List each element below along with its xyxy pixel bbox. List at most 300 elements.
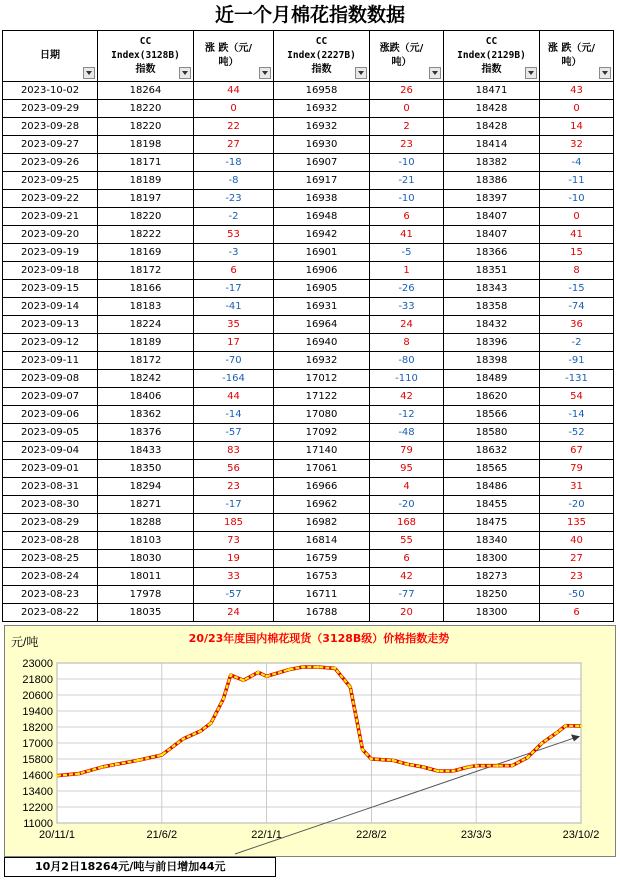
price-trend-chart-svg (5, 626, 615, 856)
cell-change-3128b[interactable]: 53 (194, 226, 274, 244)
data-point (361, 748, 364, 751)
cell-change-2227b[interactable]: -10 (370, 154, 444, 172)
y-tick-label: 17000 (22, 738, 53, 750)
cell-index-3128b[interactable]: 18220 (98, 208, 194, 226)
page-title: 近一个月棉花指数数据 (214, 4, 405, 26)
data-point (526, 756, 529, 759)
cell-change-2129b[interactable]: -20 (540, 496, 614, 514)
cell-change-2227b[interactable]: 6 (370, 550, 444, 568)
data-point (580, 725, 583, 728)
header-change-3128b: 涨 跌（元/吨） (194, 31, 274, 82)
cell-date[interactable]: 2023-08-29 (3, 514, 98, 532)
x-tick-label: 23/3/3 (460, 829, 492, 841)
cell-index-2227b[interactable]: 16814 (274, 532, 370, 550)
cell-date[interactable]: 2023-09-14 (3, 298, 98, 316)
filter-dropdown-icon[interactable] (525, 67, 537, 79)
cell-index-2129b[interactable]: 18428 (444, 100, 540, 118)
cell-index-3128b[interactable]: 18288 (98, 514, 194, 532)
cell-change-2129b[interactable]: 32 (540, 136, 614, 154)
data-point (265, 675, 268, 678)
cell-change-2129b[interactable]: 67 (540, 442, 614, 460)
cell-change-3128b[interactable]: 27 (194, 136, 274, 154)
cell-index-2129b[interactable]: 18300 (444, 604, 540, 622)
data-point (334, 667, 337, 670)
cell-index-3128b[interactable]: 18224 (98, 316, 194, 334)
cell-change-3128b[interactable]: 35 (194, 316, 274, 334)
cell-index-3128b[interactable]: 18271 (98, 496, 194, 514)
cell-change-2227b[interactable]: 41 (370, 226, 444, 244)
table-row (3, 262, 614, 280)
cell-change-2227b[interactable]: -80 (370, 352, 444, 370)
filter-dropdown-icon[interactable] (429, 67, 441, 79)
cell-index-2227b[interactable]: 16932 (274, 118, 370, 136)
cell-change-2129b[interactable]: -4 (540, 154, 614, 172)
table-row (3, 244, 614, 262)
cell-date[interactable]: 2023-09-13 (3, 316, 98, 334)
cell-index-2129b[interactable]: 18414 (444, 136, 540, 154)
cell-index-3128b[interactable]: 18189 (98, 172, 194, 190)
cell-index-3128b[interactable]: 18220 (98, 118, 194, 136)
table-row (3, 370, 614, 388)
x-tick-label: 22/8/2 (356, 829, 387, 841)
cell-index-2227b[interactable]: 16948 (274, 208, 370, 226)
cell-date[interactable]: 2023-09-29 (3, 100, 98, 118)
cell-change-3128b[interactable]: -23 (194, 190, 274, 208)
cell-change-2227b[interactable]: -12 (370, 406, 444, 424)
header-index-2227b: CC Index(2227B) 指数 (274, 31, 370, 82)
cell-change-2227b[interactable]: 4 (370, 478, 444, 496)
table-row (3, 118, 614, 136)
cell-index-2227b[interactable]: 16966 (274, 478, 370, 496)
price-trend-chart (4, 625, 616, 857)
y-tick-label: 20600 (22, 690, 53, 702)
cell-index-2227b[interactable]: 16905 (274, 280, 370, 298)
cell-change-2227b[interactable]: 2 (370, 118, 444, 136)
cell-index-2227b[interactable]: 17061 (274, 460, 370, 478)
data-point (422, 766, 425, 769)
cell-index-2227b[interactable]: 16942 (274, 226, 370, 244)
cell-change-2227b[interactable]: -33 (370, 298, 444, 316)
x-tick-label: 20/11/1 (39, 829, 75, 841)
cell-change-3128b[interactable]: 73 (194, 532, 274, 550)
table-row (3, 352, 614, 370)
cell-date[interactable]: 2023-09-25 (3, 172, 98, 190)
cell-date[interactable]: 2023-08-22 (3, 604, 98, 622)
cell-change-2129b[interactable]: -2 (540, 334, 614, 352)
cell-index-2227b[interactable]: 16982 (274, 514, 370, 532)
cell-change-2227b[interactable]: 8 (370, 334, 444, 352)
table-row (3, 226, 614, 244)
cell-change-2129b[interactable]: -50 (540, 586, 614, 604)
x-tick-label: 23/10/2 (562, 829, 600, 841)
cell-change-2129b[interactable]: 15 (540, 244, 614, 262)
cell-index-2129b[interactable]: 18471 (444, 82, 540, 100)
table-row (3, 532, 614, 550)
cell-index-2227b[interactable]: 16788 (274, 604, 370, 622)
table-row (3, 136, 614, 154)
footer-note: 10月2日18264元/吨与前日增加44元 (4, 857, 276, 877)
cell-date[interactable]: 2023-09-26 (3, 154, 98, 172)
cell-change-3128b[interactable]: -3 (194, 244, 274, 262)
filter-dropdown-icon[interactable] (259, 67, 271, 79)
cell-change-2227b[interactable]: 0 (370, 100, 444, 118)
y-tick-label: 15800 (22, 754, 53, 766)
cell-index-2227b[interactable]: 17080 (274, 406, 370, 424)
cell-change-3128b[interactable]: 6 (194, 262, 274, 280)
data-point (242, 679, 245, 682)
table-row (3, 388, 614, 406)
cell-date[interactable]: 2023-08-24 (3, 568, 98, 586)
cell-date[interactable]: 2023-09-05 (3, 424, 98, 442)
data-point (349, 686, 352, 689)
cell-change-3128b[interactable]: -70 (194, 352, 274, 370)
cell-change-2129b[interactable]: 0 (540, 100, 614, 118)
data-point (475, 764, 478, 767)
cell-index-2129b[interactable]: 18489 (444, 370, 540, 388)
cotton-index-table (2, 30, 614, 622)
cell-index-2227b[interactable]: 16753 (274, 568, 370, 586)
cell-change-2129b[interactable]: -91 (540, 352, 614, 370)
cell-change-2129b[interactable]: 36 (540, 316, 614, 334)
cell-date[interactable]: 2023-08-23 (3, 586, 98, 604)
cell-date[interactable]: 2023-08-31 (3, 478, 98, 496)
cell-index-3128b[interactable]: 18350 (98, 460, 194, 478)
cell-change-2227b[interactable]: 20 (370, 604, 444, 622)
cell-change-2227b[interactable]: -48 (370, 424, 444, 442)
cell-index-2227b[interactable]: 16901 (274, 244, 370, 262)
cell-index-3128b[interactable]: 18189 (98, 334, 194, 352)
data-point (511, 764, 514, 767)
cell-change-2227b[interactable]: -5 (370, 244, 444, 262)
cell-date[interactable]: 2023-09-11 (3, 352, 98, 370)
cell-change-2129b[interactable]: 31 (540, 478, 614, 496)
cell-change-2129b[interactable]: 27 (540, 550, 614, 568)
cell-change-3128b[interactable]: 44 (194, 82, 274, 100)
cell-index-2227b[interactable]: 16907 (274, 154, 370, 172)
cell-index-3128b[interactable]: 18030 (98, 550, 194, 568)
cell-change-2129b[interactable]: 0 (540, 208, 614, 226)
filter-dropdown-icon[interactable] (355, 67, 367, 79)
cell-change-2129b[interactable]: -74 (540, 298, 614, 316)
cell-change-2227b[interactable]: 42 (370, 388, 444, 406)
cell-change-2227b[interactable]: -20 (370, 496, 444, 514)
cell-date[interactable]: 2023-09-21 (3, 208, 98, 226)
data-point (496, 764, 499, 767)
cell-index-2129b[interactable]: 18396 (444, 334, 540, 352)
cell-change-3128b[interactable]: -2 (194, 208, 274, 226)
cell-index-3128b[interactable]: 18103 (98, 532, 194, 550)
cell-change-2129b[interactable]: 54 (540, 388, 614, 406)
filter-dropdown-icon[interactable] (179, 67, 191, 79)
cell-date[interactable]: 2023-09-04 (3, 442, 98, 460)
cell-index-2129b[interactable]: 18566 (444, 406, 540, 424)
data-point (301, 666, 304, 669)
cell-change-2227b[interactable]: -77 (370, 586, 444, 604)
cell-change-2129b[interactable]: 43 (540, 82, 614, 100)
cell-change-2129b[interactable]: 6 (540, 604, 614, 622)
table-row (3, 406, 614, 424)
cell-date[interactable]: 2023-09-08 (3, 370, 98, 388)
data-point (229, 674, 232, 677)
cell-index-2227b[interactable]: 16711 (274, 586, 370, 604)
cell-date[interactable]: 2023-09-15 (3, 280, 98, 298)
cell-change-2227b[interactable]: 95 (370, 460, 444, 478)
cell-index-2227b[interactable]: 16940 (274, 334, 370, 352)
cell-index-3128b[interactable]: 18433 (98, 442, 194, 460)
data-point (137, 759, 140, 762)
cell-index-2129b[interactable]: 18366 (444, 244, 540, 262)
data-point (564, 724, 567, 727)
cell-index-2129b[interactable]: 18340 (444, 532, 540, 550)
x-tick-label: 21/6/2 (146, 829, 178, 841)
cell-change-2129b[interactable]: -14 (540, 406, 614, 424)
cell-date[interactable]: 2023-09-12 (3, 334, 98, 352)
data-point (77, 772, 80, 775)
cell-date[interactable]: 2023-09-20 (3, 226, 98, 244)
cell-date[interactable]: 2023-08-25 (3, 550, 98, 568)
cell-change-3128b[interactable]: -41 (194, 298, 274, 316)
cell-index-2227b[interactable]: 16932 (274, 352, 370, 370)
table-row (3, 208, 614, 226)
cell-index-2129b[interactable]: 18632 (444, 442, 540, 460)
data-point (257, 671, 260, 674)
cell-index-3128b[interactable]: 18242 (98, 370, 194, 388)
cell-index-2227b[interactable]: 16932 (274, 100, 370, 118)
cell-index-3128b[interactable]: 18222 (98, 226, 194, 244)
header-index-2129b: CC Index(2129B) 指数 (444, 31, 540, 82)
table-row (3, 442, 614, 460)
cell-change-3128b[interactable]: 44 (194, 388, 274, 406)
cell-index-3128b[interactable]: 18172 (98, 262, 194, 280)
cell-change-3128b[interactable]: 19 (194, 550, 274, 568)
cell-change-2227b[interactable]: 1 (370, 262, 444, 280)
cell-change-2129b[interactable]: 135 (540, 514, 614, 532)
table-row (3, 568, 614, 586)
cell-change-3128b[interactable]: -8 (194, 172, 274, 190)
cell-date[interactable]: 2023-09-07 (3, 388, 98, 406)
cell-index-3128b[interactable]: 18376 (98, 424, 194, 442)
cell-change-3128b[interactable]: 17 (194, 334, 274, 352)
cell-change-2129b[interactable]: -10 (540, 190, 614, 208)
cell-change-2227b[interactable]: 168 (370, 514, 444, 532)
filter-dropdown-icon[interactable] (83, 67, 95, 79)
data-point (436, 770, 439, 773)
cell-index-2227b[interactable]: 17092 (274, 424, 370, 442)
cell-change-3128b[interactable]: 24 (194, 604, 274, 622)
cell-index-3128b[interactable]: 18171 (98, 154, 194, 172)
cell-index-2129b[interactable]: 18351 (444, 262, 540, 280)
cell-index-3128b[interactable]: 18166 (98, 280, 194, 298)
cell-change-3128b[interactable]: -57 (194, 424, 274, 442)
y-tick-label: 19400 (22, 706, 53, 718)
cell-index-3128b[interactable]: 18035 (98, 604, 194, 622)
y-axis-unit: 元/吨 (11, 635, 39, 649)
table-row (3, 604, 614, 622)
data-point (56, 774, 59, 777)
cell-change-3128b[interactable]: -17 (194, 280, 274, 298)
cell-date[interactable]: 2023-09-22 (3, 190, 98, 208)
cell-index-2227b[interactable]: 16938 (274, 190, 370, 208)
data-point (160, 754, 163, 757)
cell-change-3128b[interactable]: 83 (194, 442, 274, 460)
cell-change-3128b[interactable]: 33 (194, 568, 274, 586)
cell-index-3128b[interactable]: 18264 (98, 82, 194, 100)
x-tick-label: 22/1/1 (251, 829, 282, 841)
cell-index-3128b[interactable]: 18169 (98, 244, 194, 262)
data-point (182, 738, 185, 741)
table-row (3, 100, 614, 118)
cell-index-2129b[interactable]: 18382 (444, 154, 540, 172)
cell-change-2129b[interactable]: -52 (540, 424, 614, 442)
cell-index-2227b[interactable]: 17012 (274, 370, 370, 388)
table-row (3, 298, 614, 316)
cell-index-2227b[interactable]: 16962 (274, 496, 370, 514)
y-tick-label: 18200 (22, 722, 53, 734)
cell-index-2129b[interactable]: 18580 (444, 424, 540, 442)
cell-index-3128b[interactable]: 18406 (98, 388, 194, 406)
cell-index-3128b[interactable]: 18172 (98, 352, 194, 370)
cell-index-2129b[interactable]: 18273 (444, 568, 540, 586)
cell-date[interactable]: 2023-10-02 (3, 82, 98, 100)
cell-index-3128b[interactable]: 18362 (98, 406, 194, 424)
cell-index-2129b[interactable]: 18565 (444, 460, 540, 478)
cell-index-2227b[interactable]: 17140 (274, 442, 370, 460)
cell-index-2227b[interactable]: 16917 (274, 172, 370, 190)
cell-change-2227b[interactable]: -21 (370, 172, 444, 190)
cell-index-2129b[interactable]: 18386 (444, 172, 540, 190)
cell-change-3128b[interactable]: -17 (194, 496, 274, 514)
cell-index-2129b[interactable]: 18397 (444, 190, 540, 208)
cell-index-2129b[interactable]: 18407 (444, 208, 540, 226)
cell-change-2129b[interactable]: 14 (540, 118, 614, 136)
cell-change-3128b[interactable]: 185 (194, 514, 274, 532)
cell-index-3128b[interactable]: 18197 (98, 190, 194, 208)
cell-change-3128b[interactable]: -164 (194, 370, 274, 388)
cell-change-2227b[interactable]: 42 (370, 568, 444, 586)
cell-index-3128b[interactable]: 18294 (98, 478, 194, 496)
table-row (3, 460, 614, 478)
cell-index-2129b[interactable]: 18343 (444, 280, 540, 298)
cell-change-3128b[interactable]: 22 (194, 118, 274, 136)
cell-change-3128b[interactable]: 0 (194, 100, 274, 118)
cell-index-2129b[interactable]: 18486 (444, 478, 540, 496)
table-row (3, 190, 614, 208)
header-change-2227b: 涨跌（元/吨） (370, 31, 444, 82)
cell-change-2227b[interactable]: -26 (370, 280, 444, 298)
cell-change-2129b[interactable]: -11 (540, 172, 614, 190)
data-point (467, 766, 470, 769)
cell-change-2227b[interactable]: -110 (370, 370, 444, 388)
cell-index-3128b[interactable]: 18183 (98, 298, 194, 316)
cell-index-2129b[interactable]: 18398 (444, 352, 540, 370)
cell-change-3128b[interactable]: 56 (194, 460, 274, 478)
cell-index-2129b[interactable]: 18432 (444, 316, 540, 334)
cell-index-2129b[interactable]: 18358 (444, 298, 540, 316)
cell-index-2129b[interactable]: 18407 (444, 226, 540, 244)
data-point (199, 730, 202, 733)
cell-change-3128b[interactable]: -18 (194, 154, 274, 172)
y-tick-label: 11000 (23, 818, 53, 830)
cell-date[interactable]: 2023-09-18 (3, 262, 98, 280)
cell-change-2227b[interactable]: -10 (370, 190, 444, 208)
cell-index-3128b[interactable]: 18220 (98, 100, 194, 118)
footer (4, 857, 616, 877)
filter-dropdown-icon[interactable] (599, 67, 611, 79)
cell-change-3128b[interactable]: 23 (194, 478, 274, 496)
data-point (556, 731, 559, 734)
cell-index-2227b[interactable]: 16964 (274, 316, 370, 334)
data-point (406, 763, 409, 766)
cell-change-2129b[interactable]: 23 (540, 568, 614, 586)
header-index-3128b: CC Index(3128B) 指数 (98, 31, 194, 82)
cell-index-2129b[interactable]: 18428 (444, 118, 540, 136)
cell-index-2227b[interactable]: 16906 (274, 262, 370, 280)
cell-change-2129b[interactable]: 8 (540, 262, 614, 280)
cell-change-2129b[interactable]: 41 (540, 226, 614, 244)
cell-change-2227b[interactable]: 6 (370, 208, 444, 226)
table-row (3, 280, 614, 298)
cell-date[interactable]: 2023-08-28 (3, 532, 98, 550)
cell-date[interactable]: 2023-09-01 (3, 460, 98, 478)
table-row (3, 154, 614, 172)
cell-change-2227b[interactable]: 26 (370, 82, 444, 100)
cell-change-2227b[interactable]: 55 (370, 532, 444, 550)
table-row (3, 172, 614, 190)
table-row (3, 478, 614, 496)
cell-date[interactable]: 2023-08-30 (3, 496, 98, 514)
cell-index-2227b[interactable]: 16930 (274, 136, 370, 154)
cell-date[interactable]: 2023-09-06 (3, 406, 98, 424)
cell-index-2129b[interactable]: 18455 (444, 496, 540, 514)
header-date: 日期 (3, 31, 98, 82)
cell-date[interactable]: 2023-09-27 (3, 136, 98, 154)
cell-index-2129b[interactable]: 18300 (444, 550, 540, 568)
cell-change-3128b[interactable]: -57 (194, 586, 274, 604)
cell-date[interactable]: 2023-09-28 (3, 118, 98, 136)
cell-index-2129b[interactable]: 18475 (444, 514, 540, 532)
cell-index-2227b[interactable]: 17122 (274, 388, 370, 406)
cell-change-2227b[interactable]: 23 (370, 136, 444, 154)
cell-change-2129b[interactable]: -131 (540, 370, 614, 388)
table-row (3, 496, 614, 514)
cell-change-3128b[interactable]: -14 (194, 406, 274, 424)
data-point (210, 722, 213, 725)
cell-index-2129b[interactable]: 18620 (444, 388, 540, 406)
table-row (3, 514, 614, 532)
cell-index-2227b[interactable]: 16958 (274, 82, 370, 100)
cell-index-2129b[interactable]: 18250 (444, 586, 540, 604)
cell-change-2227b[interactable]: 24 (370, 316, 444, 334)
data-point (452, 770, 455, 773)
data-point (541, 742, 544, 745)
cell-index-3128b[interactable]: 18011 (98, 568, 194, 586)
cell-index-3128b[interactable]: 18198 (98, 136, 194, 154)
cell-index-2227b[interactable]: 16759 (274, 550, 370, 568)
cell-change-2129b[interactable]: 79 (540, 460, 614, 478)
table-row (3, 316, 614, 334)
table-row (3, 424, 614, 442)
cell-change-2227b[interactable]: 79 (370, 442, 444, 460)
chart-title: 20/23年度国内棉花现货（3128B级）价格指数走势 (188, 632, 450, 645)
table-row (3, 550, 614, 568)
y-tick-label: 12200 (22, 802, 53, 814)
cell-date[interactable]: 2023-09-19 (3, 244, 98, 262)
cell-index-2227b[interactable]: 16931 (274, 298, 370, 316)
cell-index-3128b[interactable]: 17978 (98, 586, 194, 604)
cell-change-2129b[interactable]: 40 (540, 532, 614, 550)
data-point (370, 758, 373, 761)
cell-change-2129b[interactable]: -15 (540, 280, 614, 298)
